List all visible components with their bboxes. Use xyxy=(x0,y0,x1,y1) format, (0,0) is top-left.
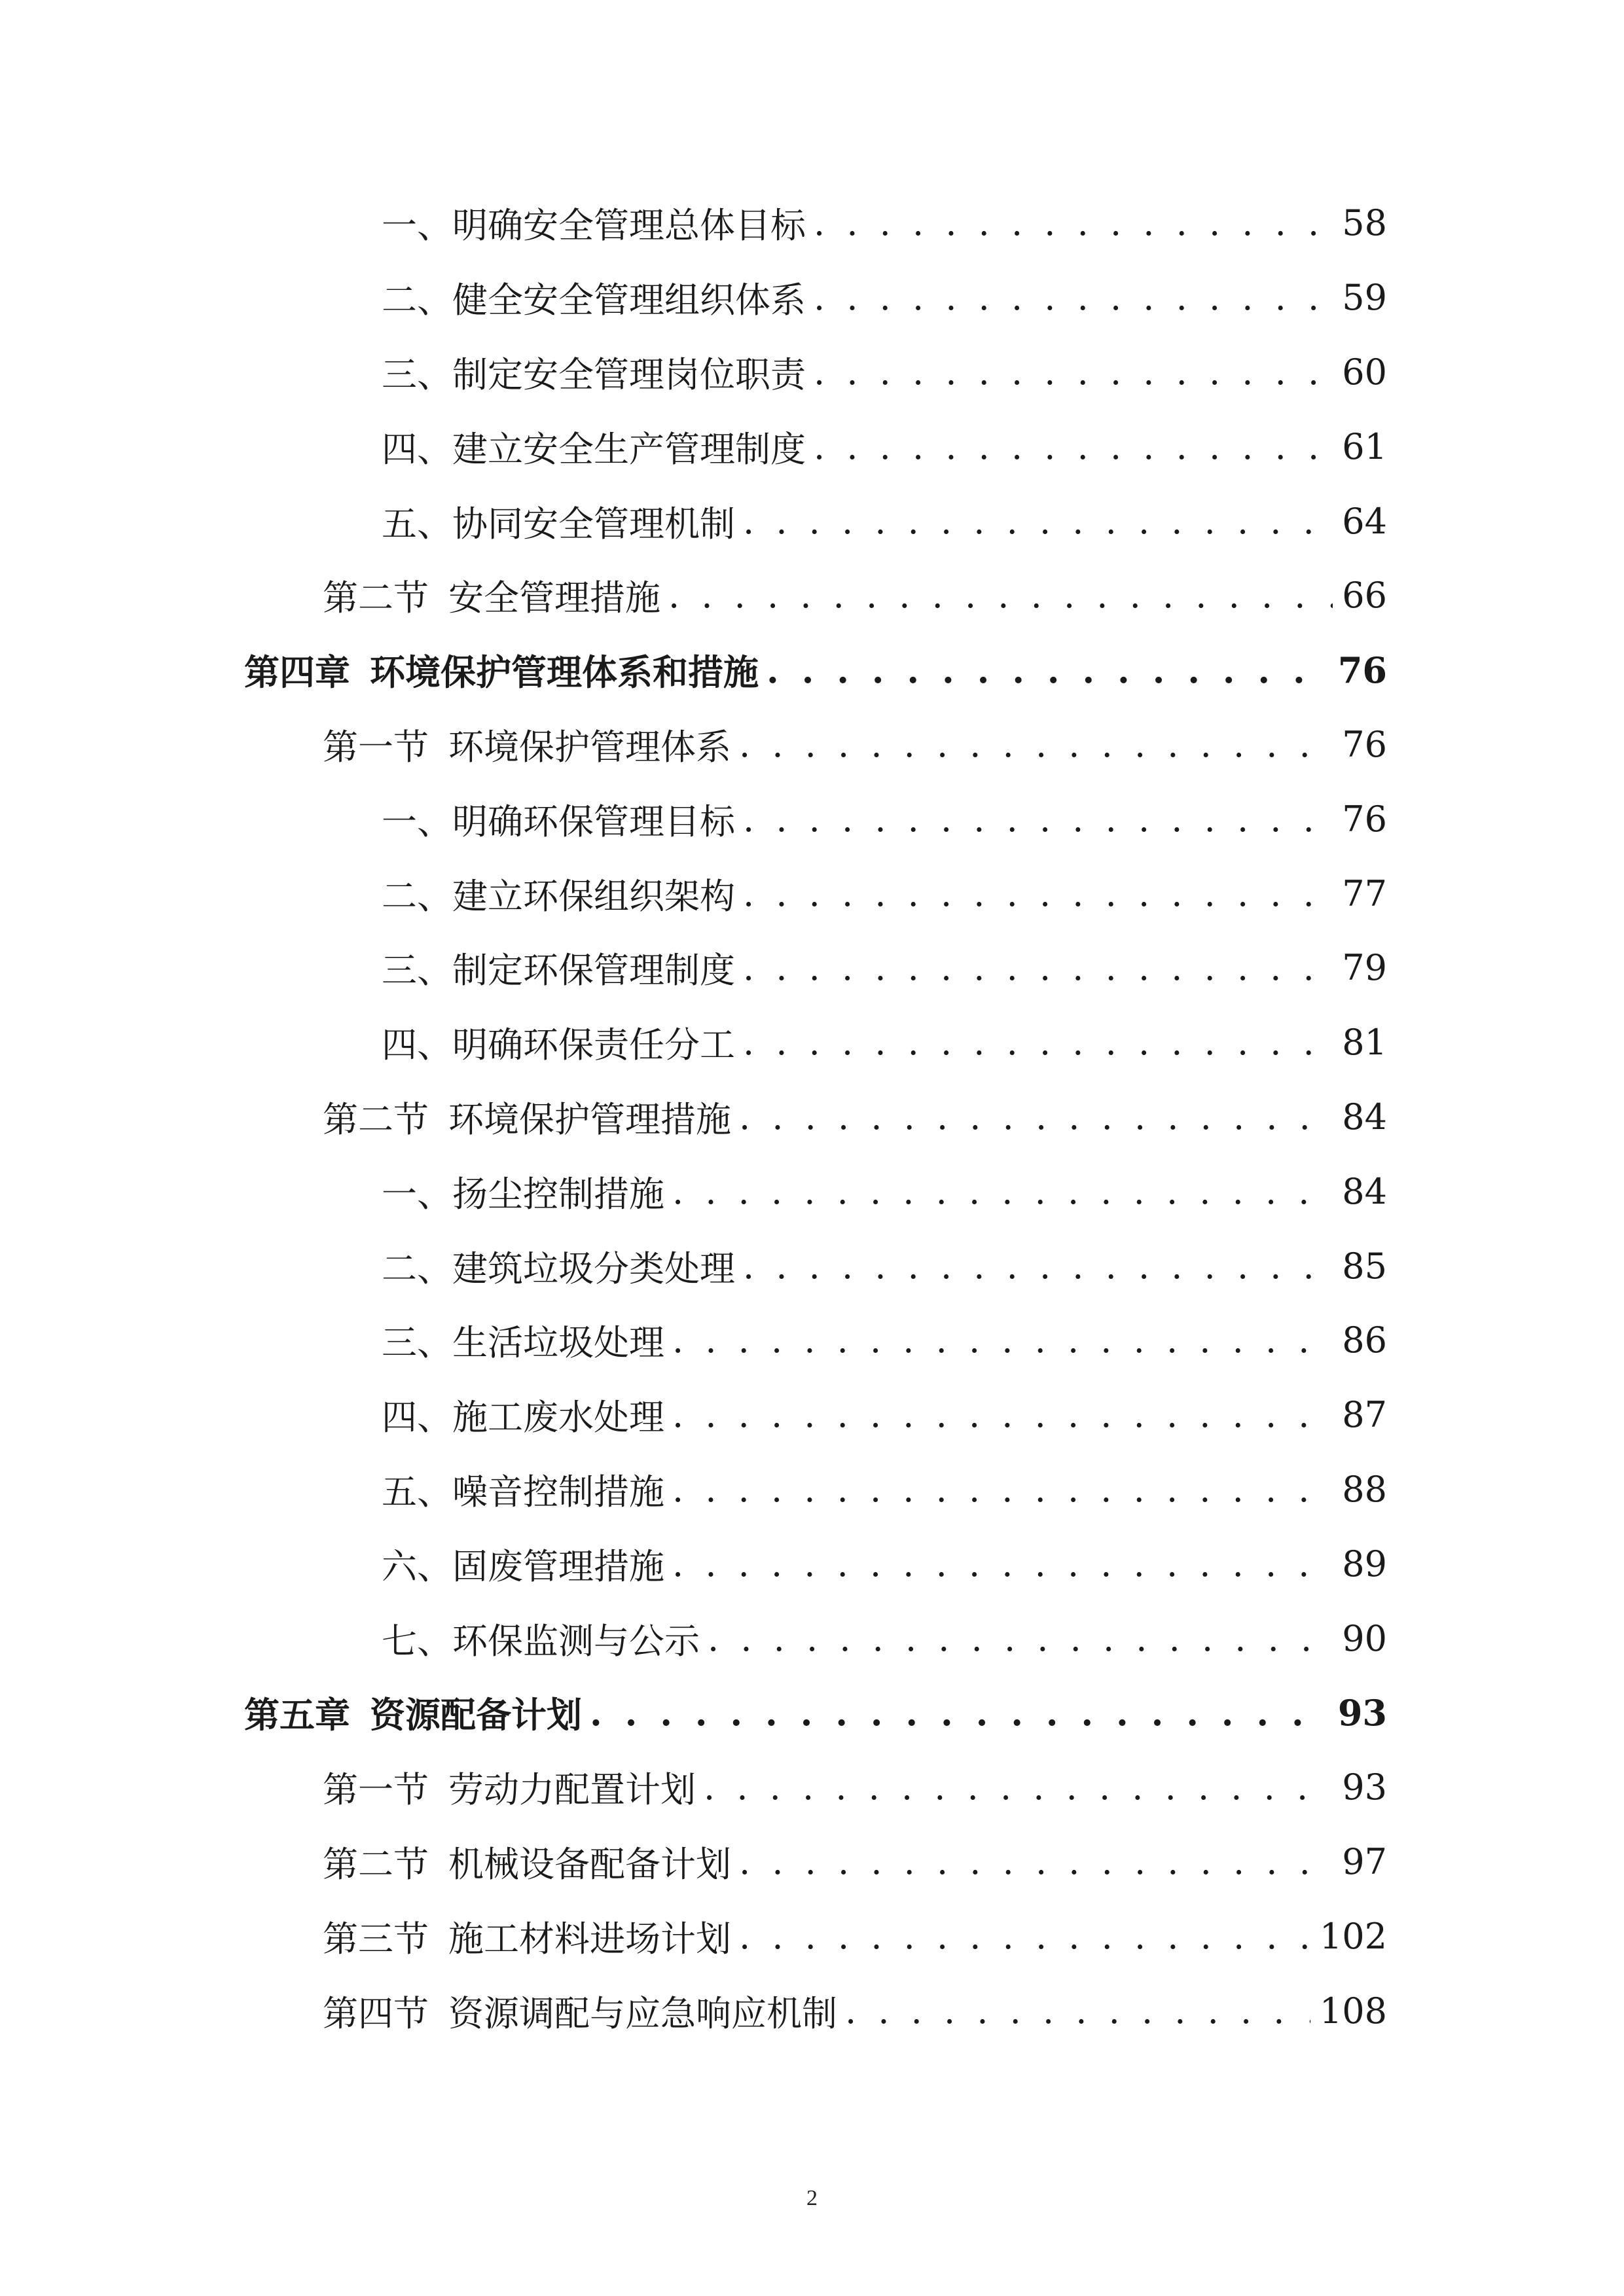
toc-entry-title: 建立环保组织架构 xyxy=(452,875,735,917)
toc-dot-leader xyxy=(739,1841,1333,1882)
toc-entry-item[interactable] xyxy=(0,186,1624,260)
toc-entry-page: 76 xyxy=(1342,723,1387,765)
toc-entry-item[interactable] xyxy=(0,931,1624,1005)
toc-row xyxy=(323,1080,1387,1155)
toc-entry-item[interactable] xyxy=(0,856,1624,931)
toc-entry-title: 健全安全管理组织体系 xyxy=(452,279,806,321)
toc-entry-title: 明确安全管理总体目标 xyxy=(452,205,806,247)
toc-entry-number: 第一节 xyxy=(323,726,429,768)
table-of-contents xyxy=(0,186,1624,2048)
toc-entry-page: 59 xyxy=(1342,277,1387,319)
toc-entry-title: 施工废水处理 xyxy=(452,1397,664,1439)
toc-row xyxy=(382,260,1387,335)
toc-entry-page: 85 xyxy=(1342,1245,1387,1287)
toc-entry-title: 劳动力配置计划 xyxy=(448,1769,696,1811)
toc-dot-leader xyxy=(672,1171,1333,1212)
toc-dot-leader xyxy=(743,798,1333,840)
toc-entry-page: 87 xyxy=(1342,1394,1387,1436)
toc-entry-number: 第四章 xyxy=(244,651,350,694)
toc-entry-page: 77 xyxy=(1342,872,1387,914)
toc-entry-title: 建筑垃圾分类处理 xyxy=(452,1247,735,1289)
toc-entry-page: 76 xyxy=(1337,649,1387,691)
toc-entry-page: 108 xyxy=(1319,1990,1387,2032)
toc-dot-leader xyxy=(845,1990,1310,2032)
toc-entry-number: 第二节 xyxy=(323,577,429,619)
toc-entry-number: 三、 xyxy=(382,353,452,395)
toc-row xyxy=(382,1378,1387,1452)
toc-entry-number: 第五章 xyxy=(244,1694,350,1736)
toc-entry-page: 66 xyxy=(1342,575,1387,617)
toc-dot-leader xyxy=(767,649,1329,691)
toc-row xyxy=(323,1973,1387,2048)
toc-entry-number: 一、 xyxy=(382,205,452,247)
toc-entry-page: 84 xyxy=(1342,1170,1387,1212)
toc-entry-title: 明确环保责任分工 xyxy=(452,1024,735,1066)
toc-row xyxy=(244,1676,1387,1750)
toc-row xyxy=(382,1452,1387,1527)
toc-entry-title: 环境保护管理体系和措施 xyxy=(370,651,759,694)
toc-entry-section[interactable] xyxy=(0,1825,1624,1899)
toc-dot-leader xyxy=(672,1469,1333,1510)
toc-row xyxy=(244,633,1387,708)
toc-entry-number: 四、 xyxy=(382,1397,452,1439)
toc-row xyxy=(382,1005,1387,1080)
toc-entry-title: 协同安全管理机制 xyxy=(452,503,735,545)
toc-row xyxy=(382,186,1387,260)
toc-entry-number: 五、 xyxy=(382,503,452,545)
toc-entry-number: 三、 xyxy=(382,950,452,992)
toc-entry-page: 102 xyxy=(1319,1915,1387,1957)
toc-row xyxy=(382,484,1387,558)
toc-dot-leader xyxy=(743,1022,1333,1063)
toc-entry-item[interactable] xyxy=(0,1601,1624,1676)
toc-entry-number: 五、 xyxy=(382,1471,452,1513)
toc-row xyxy=(323,558,1387,633)
toc-entry-section[interactable] xyxy=(0,708,1624,782)
toc-dot-leader xyxy=(672,1394,1333,1435)
toc-entry-title: 环保监测与公示 xyxy=(452,1620,700,1662)
toc-entry-item[interactable] xyxy=(0,409,1624,484)
toc-entry-page: 84 xyxy=(1342,1096,1387,1138)
toc-entry-title: 机械设备配备计划 xyxy=(448,1843,731,1885)
toc-dot-leader xyxy=(672,1319,1333,1361)
toc-entry-title: 生活垃圾处理 xyxy=(452,1322,664,1364)
toc-dot-leader xyxy=(739,1096,1333,1138)
toc-dot-leader xyxy=(814,202,1333,243)
toc-row xyxy=(323,708,1387,782)
toc-dot-leader xyxy=(708,1618,1333,1659)
toc-entry-title: 固废管理措施 xyxy=(452,1545,664,1587)
toc-entry-number: 二、 xyxy=(382,875,452,917)
toc-row xyxy=(382,335,1387,410)
toc-entry-page: 89 xyxy=(1342,1543,1387,1585)
toc-dot-leader xyxy=(814,426,1333,467)
toc-entry-item[interactable] xyxy=(0,1526,1624,1601)
toc-dot-leader xyxy=(814,277,1333,318)
toc-row xyxy=(382,856,1387,931)
toc-dot-leader xyxy=(739,1916,1310,1957)
toc-entry-number: 第一节 xyxy=(323,1769,429,1811)
toc-entry-item[interactable] xyxy=(0,781,1624,856)
toc-entry-title: 制定环保管理制度 xyxy=(452,950,735,992)
toc-entry-title: 安全管理措施 xyxy=(448,577,660,619)
toc-entry-title: 施工材料进场计划 xyxy=(448,1918,731,1960)
toc-entry-page: 86 xyxy=(1342,1319,1387,1361)
toc-entry-title: 资源配备计划 xyxy=(370,1694,582,1736)
toc-entry-number: 二、 xyxy=(382,279,452,321)
toc-entry-page: 88 xyxy=(1342,1468,1387,1510)
toc-entry-page: 61 xyxy=(1342,425,1387,467)
toc-dot-leader xyxy=(590,1692,1329,1734)
toc-entry-title: 环境保护管理体系 xyxy=(448,726,731,768)
toc-dot-leader xyxy=(739,724,1333,765)
toc-entry-item[interactable] xyxy=(0,335,1624,410)
toc-entry-item[interactable] xyxy=(0,1452,1624,1527)
toc-entry-number: 二、 xyxy=(382,1247,452,1289)
toc-entry-page: 81 xyxy=(1342,1022,1387,1064)
toc-row xyxy=(382,1601,1387,1676)
toc-row xyxy=(382,1526,1387,1601)
toc-entry-title: 明确环保管理目标 xyxy=(452,800,735,842)
toc-entry-page: 60 xyxy=(1342,351,1387,393)
toc-entry-title: 噪音控制措施 xyxy=(452,1471,664,1513)
toc-entry-number: 第三节 xyxy=(323,1918,429,1960)
toc-dot-leader xyxy=(743,947,1333,988)
toc-row xyxy=(323,1899,1387,1973)
toc-entry-number: 第二节 xyxy=(323,1098,429,1140)
toc-entry-chapter[interactable] xyxy=(0,1676,1624,1750)
toc-entry-title: 建立安全生产管理制度 xyxy=(452,428,806,470)
toc-entry-item[interactable] xyxy=(0,1229,1624,1303)
toc-entry-page: 90 xyxy=(1342,1617,1387,1659)
toc-row xyxy=(382,1303,1387,1378)
toc-dot-leader xyxy=(814,351,1333,393)
toc-entry-section[interactable] xyxy=(0,558,1624,633)
toc-dot-leader xyxy=(743,1246,1333,1287)
toc-dot-leader xyxy=(743,501,1333,542)
toc-row xyxy=(382,1229,1387,1303)
toc-entry-item[interactable] xyxy=(0,484,1624,558)
toc-dot-leader xyxy=(672,1543,1333,1585)
toc-entry-title: 环境保护管理措施 xyxy=(448,1098,731,1140)
toc-entry-chapter[interactable] xyxy=(0,633,1624,708)
toc-entry-number: 六、 xyxy=(382,1545,452,1587)
page-number: 2 xyxy=(806,2186,818,2210)
toc-entry-title: 扬尘控制措施 xyxy=(452,1173,664,1215)
toc-row xyxy=(323,1750,1387,1825)
toc-entry-page: 58 xyxy=(1342,202,1387,244)
toc-row xyxy=(323,1825,1387,1899)
toc-entry-title: 制定安全管理岗位职责 xyxy=(452,353,806,395)
toc-entry-section[interactable] xyxy=(0,1899,1624,1973)
toc-entry-page: 93 xyxy=(1342,1767,1387,1808)
toc-dot-leader xyxy=(743,873,1333,914)
toc-entry-item[interactable] xyxy=(0,260,1624,335)
toc-entry-section[interactable] xyxy=(0,1750,1624,1825)
toc-entry-section[interactable] xyxy=(0,1973,1624,2048)
toc-entry-page: 76 xyxy=(1342,798,1387,840)
toc-entry-number: 一、 xyxy=(382,1173,452,1215)
toc-entry-page: 93 xyxy=(1337,1691,1387,1734)
toc-entry-item[interactable] xyxy=(0,1154,1624,1229)
toc-entry-number: 四、 xyxy=(382,428,452,470)
toc-entry-section[interactable] xyxy=(0,1080,1624,1155)
toc-dot-leader xyxy=(704,1767,1333,1808)
toc-dot-leader xyxy=(668,575,1333,616)
toc-row xyxy=(382,1154,1387,1229)
toc-entry-page: 79 xyxy=(1342,947,1387,989)
toc-entry-item[interactable] xyxy=(0,1005,1624,1080)
toc-entry-number: 三、 xyxy=(382,1322,452,1364)
toc-entry-item[interactable] xyxy=(0,1378,1624,1452)
toc-entry-page: 64 xyxy=(1342,500,1387,542)
toc-row xyxy=(382,409,1387,484)
toc-entry-page: 97 xyxy=(1342,1840,1387,1882)
toc-entry-number: 七、 xyxy=(382,1620,452,1662)
toc-entry-title: 资源调配与应急响应机制 xyxy=(448,1992,837,2034)
toc-entry-number: 第二节 xyxy=(323,1843,429,1885)
toc-row xyxy=(382,931,1387,1005)
toc-entry-number: 四、 xyxy=(382,1024,452,1066)
toc-row xyxy=(382,781,1387,856)
toc-entry-number: 第四节 xyxy=(323,1992,429,2034)
toc-entry-number: 一、 xyxy=(382,800,452,842)
toc-entry-item[interactable] xyxy=(0,1303,1624,1378)
